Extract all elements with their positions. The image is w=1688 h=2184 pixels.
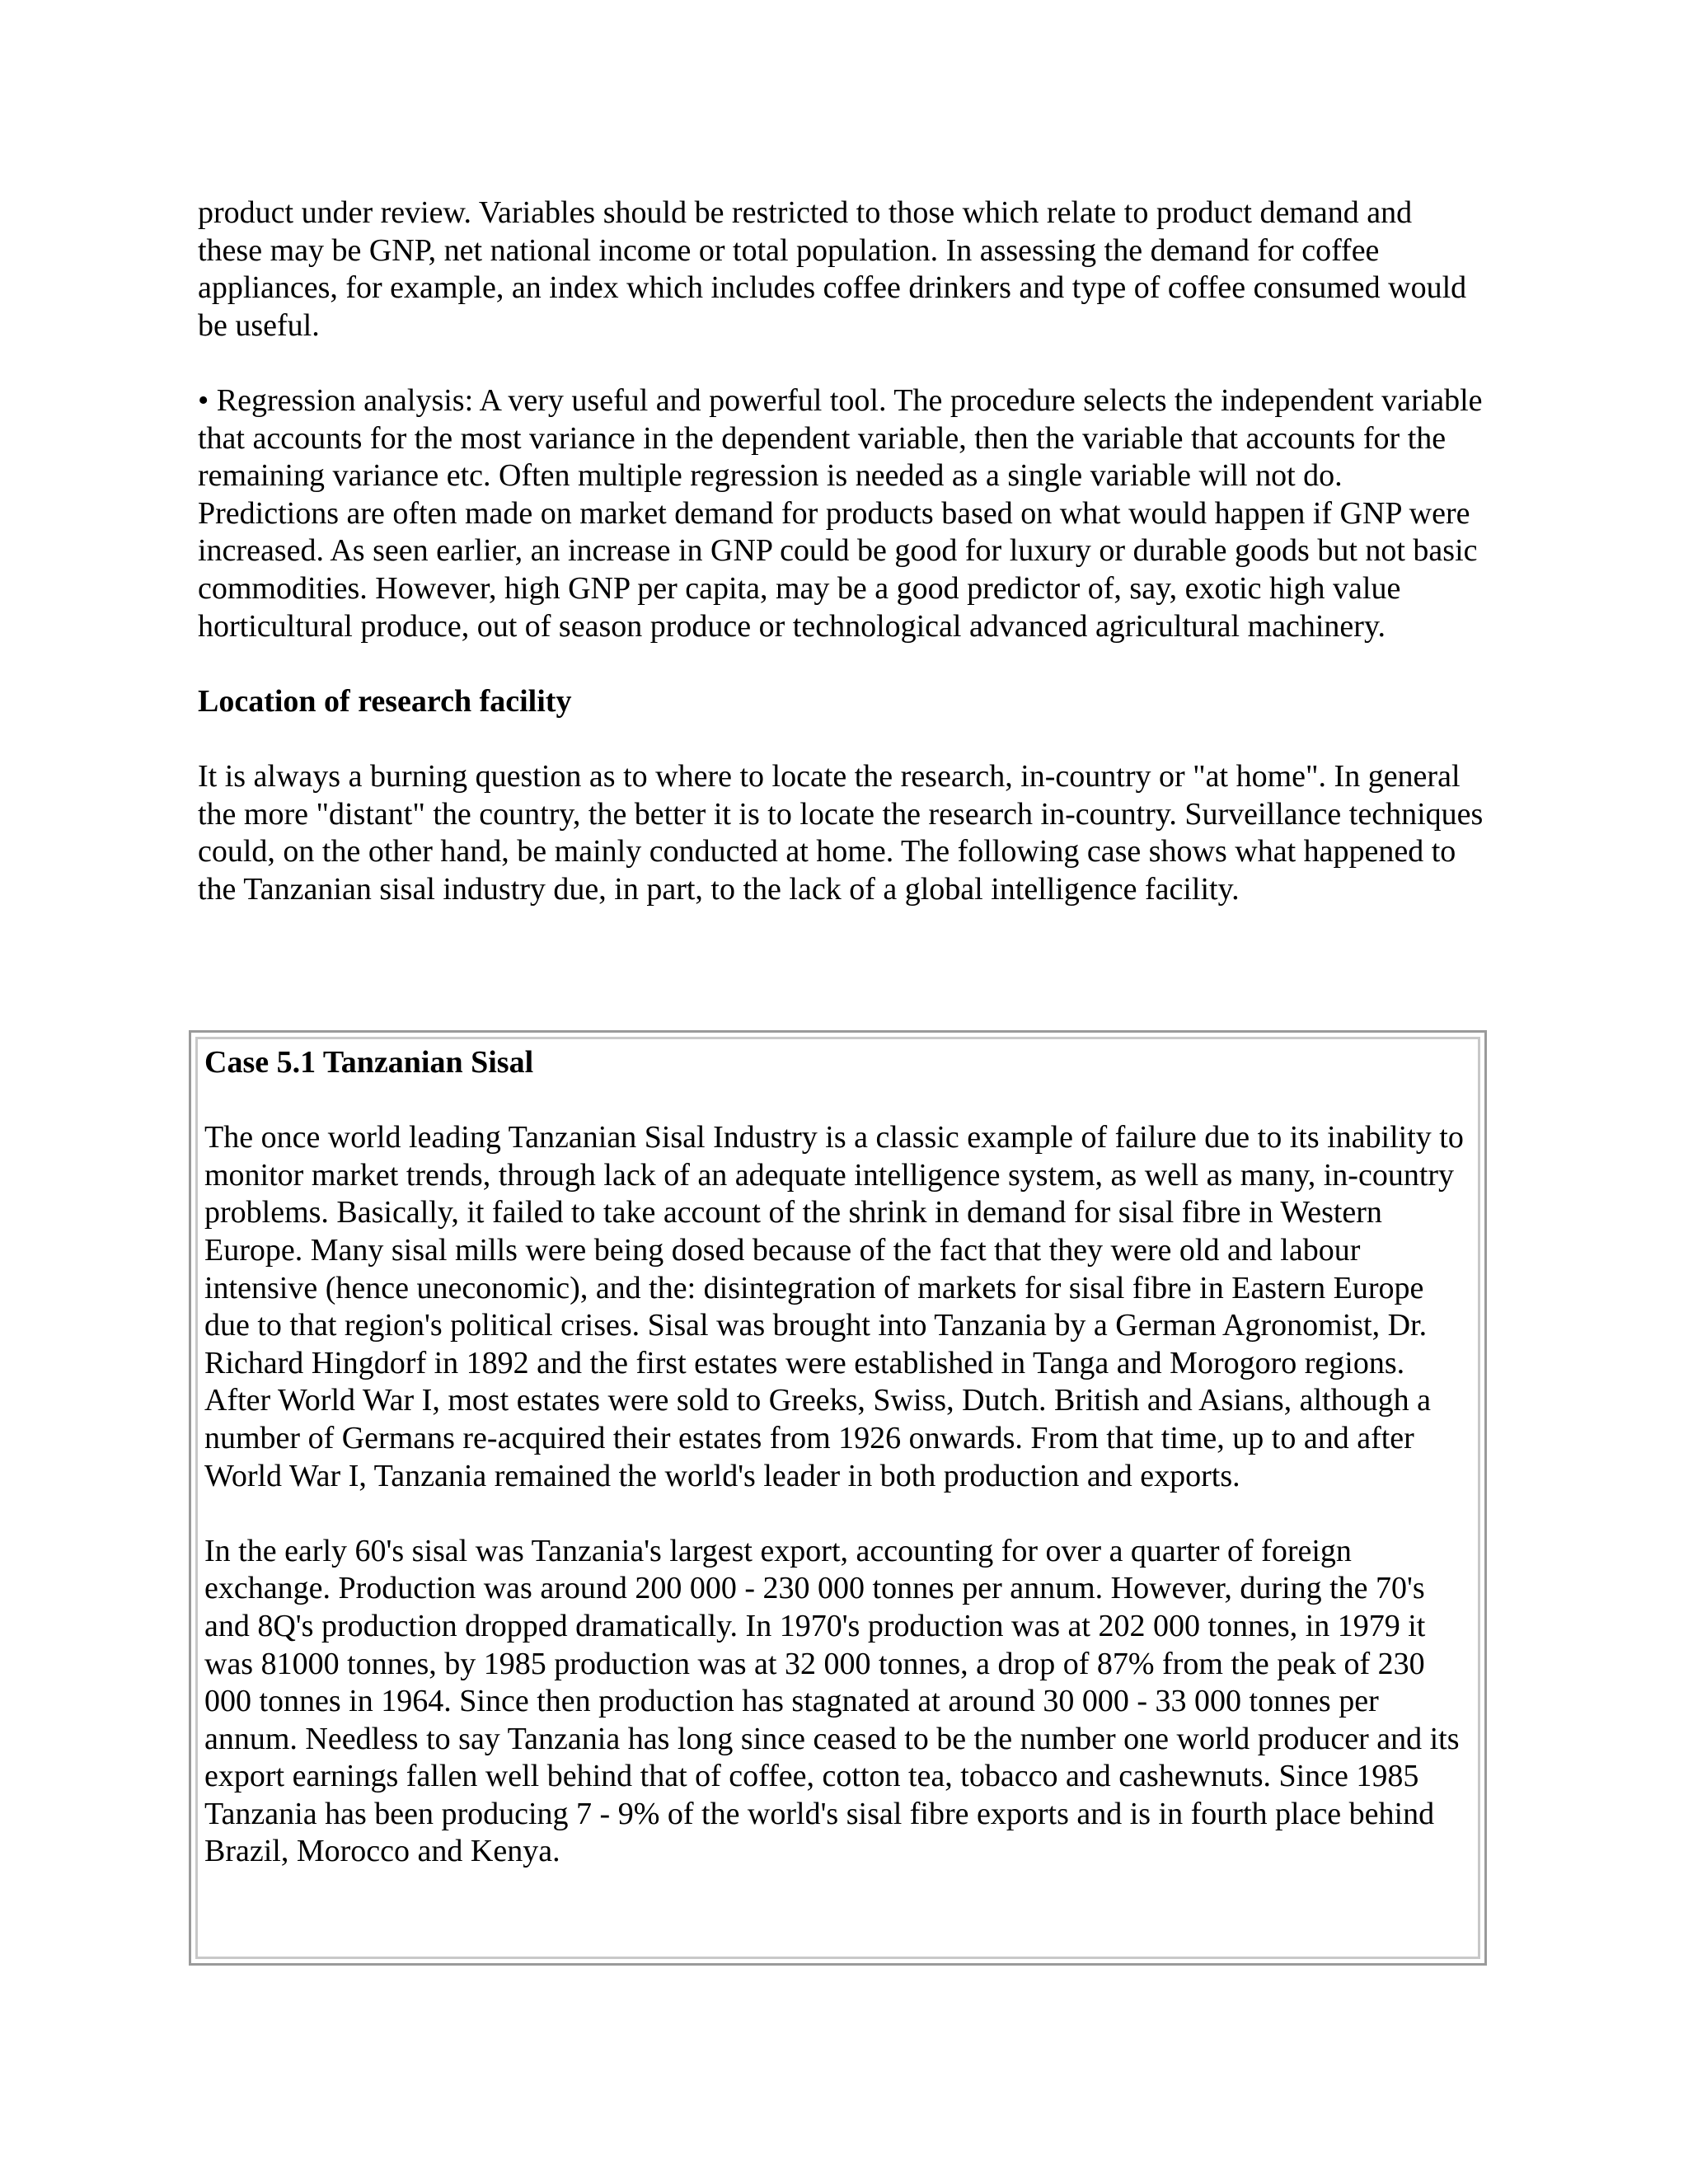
paragraph-regression-analysis: • Regression analysis: A very useful and powerful tool. The procedure selects the independent variable that accounts for the most variance in the dependent variable, then the variable that accounts for the remaining variance etc. Often multiple regression is needed as a single variable will not do. Predictions are often made on market demand for products based on what would happen if GNP were increased. As seen earlier, an increase in GNP could be good for luxury or durable goods but not basic commodities. However, high GNP per capita, may be a good predictor of, say, exotic high value horticultural produce, out of season produce or technological advanced agricultural machinery. bbox=[198, 382, 1483, 644]
paragraph-index-variables: product under review. Variables should be restricted to those which relate to product demand and these may be GNP, net national income or total population. In assessing the demand for coffee appliances, for example, an index which includes coffee drinkers and type of coffee consumed would be useful. bbox=[198, 195, 1467, 343]
case-study-title: Case 5.1 Tanzanian Sisal bbox=[204, 1045, 534, 1080]
paragraph-research-location: It is always a burning question as to where to locate the research, in-country or "at home". In general the more "distant" the country, the better it is to locate the research in-country. Surveillance techniques could, on the other hand, be mainly conducted at home. The following case shows what happened to the Tanzanian sisal industry due, in part, to the lack of a global intelligence facility. bbox=[198, 758, 1484, 907]
section-heading: Location of research facility bbox=[198, 683, 572, 719]
case-study-paragraph: In the early 60's sisal was Tanzania's largest export, accounting for over a quarter of foreign exchange. Production was around 200 000 - 230 000 tonnes per annum. However, during the 70's and 8Q's production dropped dramatically. In 1970's production was at 202 000 tonnes, in 1979 it was 81000 tonnes, by 1985 production was at 32 000 tonnes, a drop of 87% from the peak of 230 000 tonnes in 1964. Since then production has stagnated at around 30 000 - 33 000 tonnes per annum. Needless to say Tanzania has long since ceased to be the number one world producer and its export earnings fallen well behind that of coffee, cotton tea, tobacco and cashewnuts. Since 1985 Tanzania has been producing 7 - 9% of the world's sisal fibre exports and is in fourth place behind Brazil, Morocco and Kenya. bbox=[204, 1533, 1460, 1869]
case-study-inner bbox=[195, 1037, 1480, 1959]
case-study-paragraph: The once world leading Tanzanian Sisal Industry is a classic example of failure due to its inability to monitor market trends, through lack of an adequate intelligence system, as well as many, in-country problems. Basically, it failed to take account of the shrink in demand for sisal fibre in Western Europe. Many sisal mills were being dosed because of the fact that they were old and labour intensive (hence uneconomic), and the: disintegration of markets for sisal fibre in Eastern Europe due to that region's political crises. Sisal was brought into Tanzania by a German Agronomist, Dr. Richard Hingdorf in 1892 and the first estates were established in Tanga and Morogoro regions. After World War I, most estates were sold to Greeks, Swiss, Dutch. British and Asians, although a number of Germans re-acquired their estates from 1926 onwards. From that time, up to and after World War I, Tanzania remained the world's leader in both production and exports. bbox=[204, 1120, 1464, 1493]
case-study-box bbox=[189, 1030, 1487, 1966]
document-body bbox=[198, 194, 1484, 946]
